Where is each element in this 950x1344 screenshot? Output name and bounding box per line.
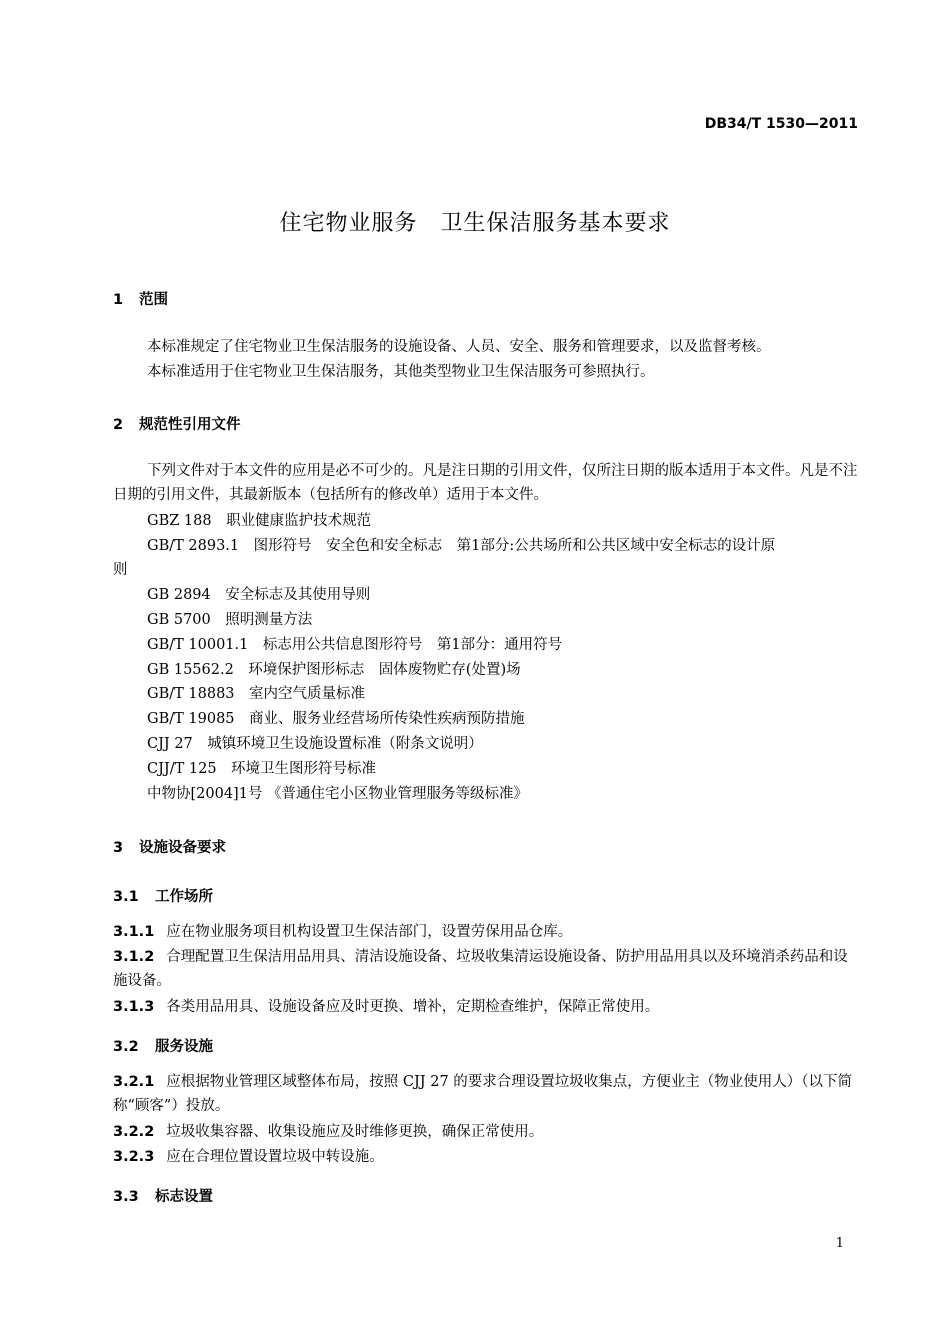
subsection-3-3-heading	[113, 1185, 213, 1206]
clause-text: 应根据物业管理区域整体布局，按照 CJJ 27 的要求合理设置垃圾收集点，方便业主（物业使用人）（以下简称“顾客”）投放。	[113, 1074, 853, 1114]
reference-item: GB/T 2893.1 图形符号 安全色和安全标志 第1部分:公共场所和公共区域中安全标志的设计原	[147, 538, 776, 554]
subsection-title: 工作场所	[155, 889, 213, 905]
document-title: 住宅物业服务 卫生保洁服务基本要求	[279, 211, 671, 236]
reference-item: GB 5700 照明测量方法	[147, 612, 313, 628]
section-title: 规范性引用文件	[139, 417, 241, 433]
reference-item: GB/T 10001.1 标志用公共信息图形符号 第1部分：通用符号	[147, 637, 563, 653]
subsection-3-2-heading	[113, 1035, 213, 1056]
reference-item: 中物协[2004]1号 《普通住宅小区物业管理服务等级标准》	[147, 786, 529, 802]
clause-text: 垃圾收集容器、收集设施应及时维修更换，确保正常使用。	[166, 1124, 544, 1140]
clause-text: 合理配置卫生保洁用品用具、清洁设施设备、垃圾收集清运设施设备、防护用品用具以及环境消杀药品和设施设备。	[113, 949, 848, 989]
subsection-number: 3.3	[113, 1189, 139, 1205]
reference-item: GB/T 18883 室内空气质量标准	[147, 686, 366, 702]
clause-3-2-2	[113, 1120, 861, 1144]
section-1-heading	[113, 288, 168, 309]
reference-item: GB/T 19085 商业、服务业经营场所传染性疾病预防措施	[147, 711, 525, 727]
section-number: 1	[113, 292, 124, 308]
subsection-number: 3.1	[113, 889, 139, 905]
clause-number: 3.1.1	[113, 924, 155, 940]
section-2-heading	[113, 413, 241, 434]
clause-number: 3.1.2	[113, 949, 155, 965]
subsection-3-1-heading	[113, 885, 213, 906]
clause-number: 3.2.3	[113, 1149, 155, 1165]
section-title: 设施设备要求	[139, 840, 226, 856]
section-number: 2	[113, 417, 124, 433]
clause-3-1-2	[113, 945, 861, 993]
document-code: DB34/T 1530—2011	[704, 116, 858, 132]
clause-3-2-1	[113, 1070, 861, 1118]
reference-item: CJJ/T 125 环境卫生图形符号标准	[147, 761, 377, 777]
clause-3-2-3	[113, 1145, 861, 1169]
paragraph-scope-2: 本标准适用于住宅物业卫生保洁服务，其他类型物业卫生保洁服务可参照执行。	[147, 364, 655, 380]
paragraph-scope-1: 本标准规定了住宅物业卫生保洁服务的设施设备、人员、安全、服务和管理要求，以及监督考核。	[147, 339, 771, 355]
clause-number: 3.2.2	[113, 1124, 155, 1140]
clause-3-1-1	[113, 920, 861, 944]
clause-text: 应在物业服务项目机构设置卫生保洁部门，设置劳保用品仓库。	[166, 924, 573, 940]
clause-number: 3.1.3	[113, 999, 155, 1015]
reference-item-continuation: 则	[113, 562, 128, 578]
clause-3-1-3	[113, 995, 861, 1019]
section-number: 3	[113, 840, 124, 856]
reference-item: GB 2894 安全标志及其使用导则	[147, 587, 371, 603]
reference-item: GBZ 188 职业健康监护技术规范	[147, 513, 372, 529]
section-3-heading	[113, 836, 226, 857]
page-number: 1	[835, 1236, 844, 1251]
clause-text: 应在合理位置设置垃圾中转设施。	[166, 1149, 384, 1165]
section-title: 范围	[139, 292, 168, 308]
reference-item: GB 15562.2 环境保护图形标志 固体废物贮存(处置)场	[147, 662, 521, 678]
reference-item: CJJ 27 城镇环境卫生设施设置标准（附条文说明）	[147, 736, 483, 752]
subsection-title: 服务设施	[155, 1039, 213, 1055]
subsection-title: 标志设置	[155, 1189, 213, 1205]
paragraph-references-intro: 下列文件对于本文件的应用是必不可少的。凡是注日期的引用文件，仅所注日期的版本适用于本文件。凡是不注日期的引用文件，其最新版本（包括所有的修改单）适用于本文件。	[113, 463, 858, 503]
clause-text: 各类用品用具、设施设备应及时更换、增补，定期检查维护，保障正常使用。	[166, 999, 660, 1015]
clause-number: 3.2.1	[113, 1074, 155, 1090]
subsection-number: 3.2	[113, 1039, 139, 1055]
